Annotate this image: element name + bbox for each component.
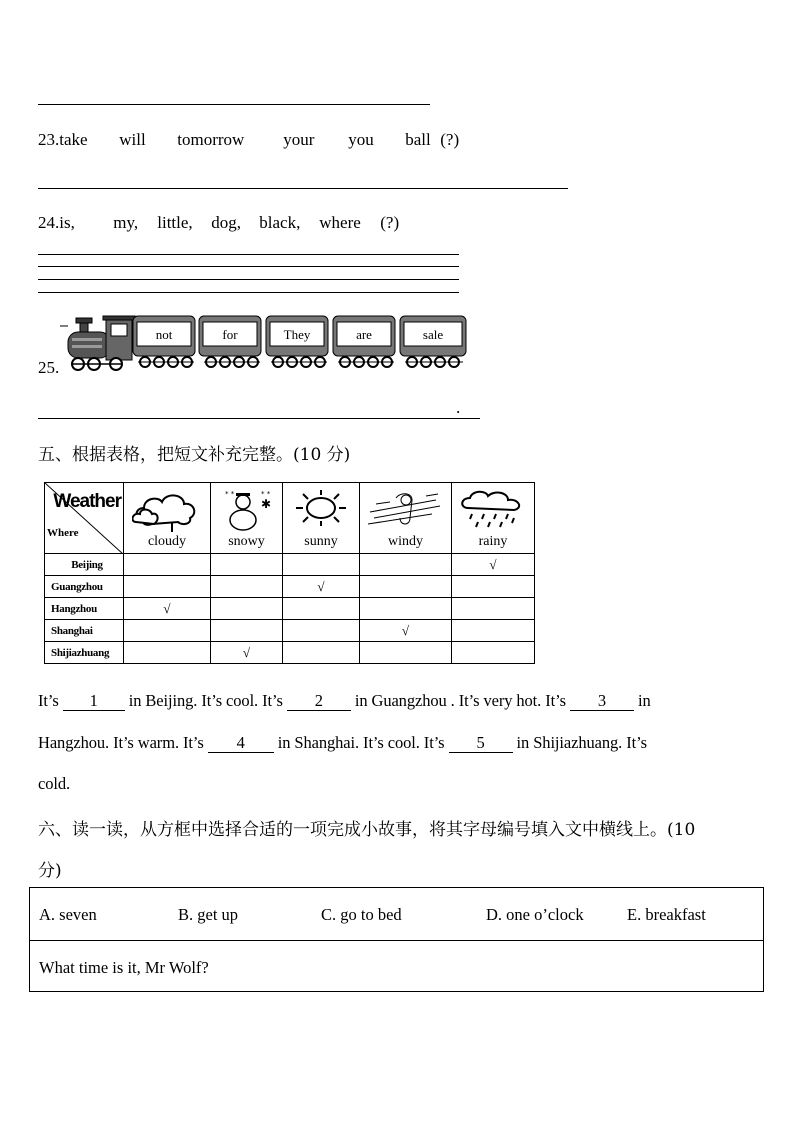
check-mark: √ bbox=[163, 600, 171, 616]
cell bbox=[124, 576, 211, 598]
check-cell bbox=[211, 642, 283, 664]
writing-line bbox=[38, 266, 459, 267]
cell bbox=[360, 598, 452, 620]
option-d: D. one o’clock bbox=[486, 905, 584, 924]
svg-text:✱: ✱ bbox=[260, 496, 271, 511]
column-label: snowy bbox=[228, 533, 265, 549]
word: will bbox=[119, 130, 146, 149]
option-a: A. seven bbox=[39, 905, 97, 924]
word: is, bbox=[59, 213, 75, 232]
header-weather: Weather bbox=[53, 491, 121, 512]
word: dog, bbox=[211, 213, 241, 232]
column-label: sunny bbox=[304, 533, 338, 549]
question-number: 23. bbox=[38, 130, 60, 149]
section-5-title: 五、根据表格，把短文补充完整。(10 分) bbox=[38, 445, 351, 465]
column-label: rainy bbox=[478, 533, 508, 549]
word: take bbox=[59, 130, 88, 149]
answer-line-23 bbox=[38, 188, 568, 189]
option-b: B. get up bbox=[178, 905, 239, 924]
cell bbox=[452, 620, 535, 642]
cell bbox=[283, 598, 360, 620]
writing-line bbox=[38, 292, 459, 293]
cell bbox=[360, 554, 452, 576]
option-c: C. go to bed bbox=[321, 905, 402, 924]
column-label: windy bbox=[388, 533, 423, 549]
column-sunny bbox=[283, 483, 360, 554]
section-6-title-cont: 分) bbox=[38, 861, 62, 881]
cell bbox=[283, 554, 360, 576]
word: (?) bbox=[380, 213, 400, 232]
end-period: . bbox=[456, 398, 461, 417]
city-cell: Hangzhou bbox=[45, 598, 124, 620]
cell bbox=[360, 576, 452, 598]
word: tomorrow bbox=[177, 130, 245, 149]
passage-text: It’s bbox=[38, 691, 63, 710]
check-cell bbox=[452, 554, 535, 576]
cell bbox=[124, 642, 211, 664]
word: you bbox=[348, 130, 374, 149]
wagon-word: for bbox=[222, 327, 238, 342]
city-cell: Shijiazhuang bbox=[45, 642, 124, 664]
section-6-title: 六、读一读，从方框中选择合适的一项完成小故事，将其字母编号填入文中横线上。(10 bbox=[38, 820, 696, 840]
column-cloudy bbox=[124, 483, 211, 554]
options-row bbox=[30, 888, 763, 941]
story-line: What time is it, Mr Wolf? bbox=[39, 958, 209, 977]
cell bbox=[283, 620, 360, 642]
cell bbox=[452, 598, 535, 620]
passage-line-3: cold. bbox=[38, 774, 71, 793]
column-windy bbox=[360, 483, 452, 554]
passage-line-2 bbox=[38, 733, 647, 753]
word: black, bbox=[259, 213, 301, 232]
check-mark: √ bbox=[489, 556, 497, 572]
locomotive-icon bbox=[60, 316, 135, 370]
check-mark: √ bbox=[317, 578, 325, 594]
answer-line-25 bbox=[38, 418, 480, 419]
rain-cloud-icon bbox=[458, 488, 528, 532]
passage-text: Hangzhou. It’s warm. It’s bbox=[38, 733, 208, 752]
writing-line bbox=[38, 254, 459, 255]
column-label: cloudy bbox=[147, 533, 187, 549]
wagon-word: They bbox=[283, 327, 311, 342]
question-23 bbox=[38, 130, 459, 150]
passage-text: in Guangzhou . It’s very hot. It’s bbox=[350, 691, 570, 710]
passage-text: in bbox=[633, 691, 651, 710]
question-24 bbox=[38, 213, 399, 233]
blank-3[interactable]: 3 bbox=[570, 692, 634, 711]
word: little, bbox=[157, 213, 193, 232]
passage-line-1 bbox=[38, 691, 651, 711]
wind-icon bbox=[366, 488, 446, 532]
cell bbox=[211, 554, 283, 576]
snowman-icon bbox=[217, 488, 277, 532]
check-cell bbox=[124, 598, 211, 620]
svg-text:* *: * * bbox=[224, 489, 234, 498]
passage-text: in Beijing. It’s cool. It’s bbox=[124, 691, 287, 710]
cell bbox=[211, 620, 283, 642]
word: ball bbox=[405, 130, 431, 149]
passage-text: in Shijiazhuang. It’s bbox=[512, 733, 647, 752]
wagon-word: are bbox=[356, 327, 372, 342]
column-rainy bbox=[452, 483, 535, 554]
cell bbox=[452, 576, 535, 598]
cell bbox=[211, 598, 283, 620]
option-e: E. breakfast bbox=[627, 905, 706, 924]
blank-1[interactable]: 1 bbox=[63, 692, 125, 711]
train-illustration bbox=[58, 310, 470, 374]
cloud-icon bbox=[132, 488, 202, 532]
blank-2[interactable]: 2 bbox=[287, 692, 351, 711]
check-cell bbox=[283, 576, 360, 598]
header-diagonal-cell bbox=[45, 483, 124, 554]
question-25-number: 25. bbox=[38, 358, 60, 377]
cell bbox=[360, 642, 452, 664]
blank-5[interactable]: 5 bbox=[449, 734, 513, 753]
question-number: 24. bbox=[38, 213, 60, 232]
cell bbox=[452, 642, 535, 664]
word: my, bbox=[113, 213, 139, 232]
cell bbox=[283, 642, 360, 664]
check-mark: √ bbox=[401, 622, 410, 638]
check-mark: √ bbox=[242, 644, 251, 660]
sun-icon bbox=[288, 488, 354, 532]
cell bbox=[124, 554, 211, 576]
check-cell bbox=[360, 620, 452, 642]
wagon-word: not bbox=[155, 327, 173, 342]
city-cell: Beijing bbox=[45, 554, 124, 576]
writing-line bbox=[38, 279, 459, 280]
word: (?) bbox=[440, 130, 460, 149]
svg-text:* *: * * bbox=[260, 489, 270, 498]
city-cell: Guangzhou bbox=[45, 576, 124, 598]
wagon-word: sale bbox=[422, 327, 444, 342]
options-box bbox=[29, 887, 764, 992]
blank-4[interactable]: 4 bbox=[208, 734, 274, 753]
word: your bbox=[283, 130, 315, 149]
word: where bbox=[319, 213, 361, 232]
cell bbox=[124, 620, 211, 642]
header-where: Where bbox=[47, 527, 79, 539]
answer-line-22 bbox=[38, 104, 430, 105]
cell bbox=[211, 576, 283, 598]
city-cell: Shanghai bbox=[45, 620, 124, 642]
column-snowy bbox=[211, 483, 283, 554]
weather-table bbox=[44, 482, 535, 664]
passage-text: in Shanghai. It’s cool. It’s bbox=[273, 733, 449, 752]
